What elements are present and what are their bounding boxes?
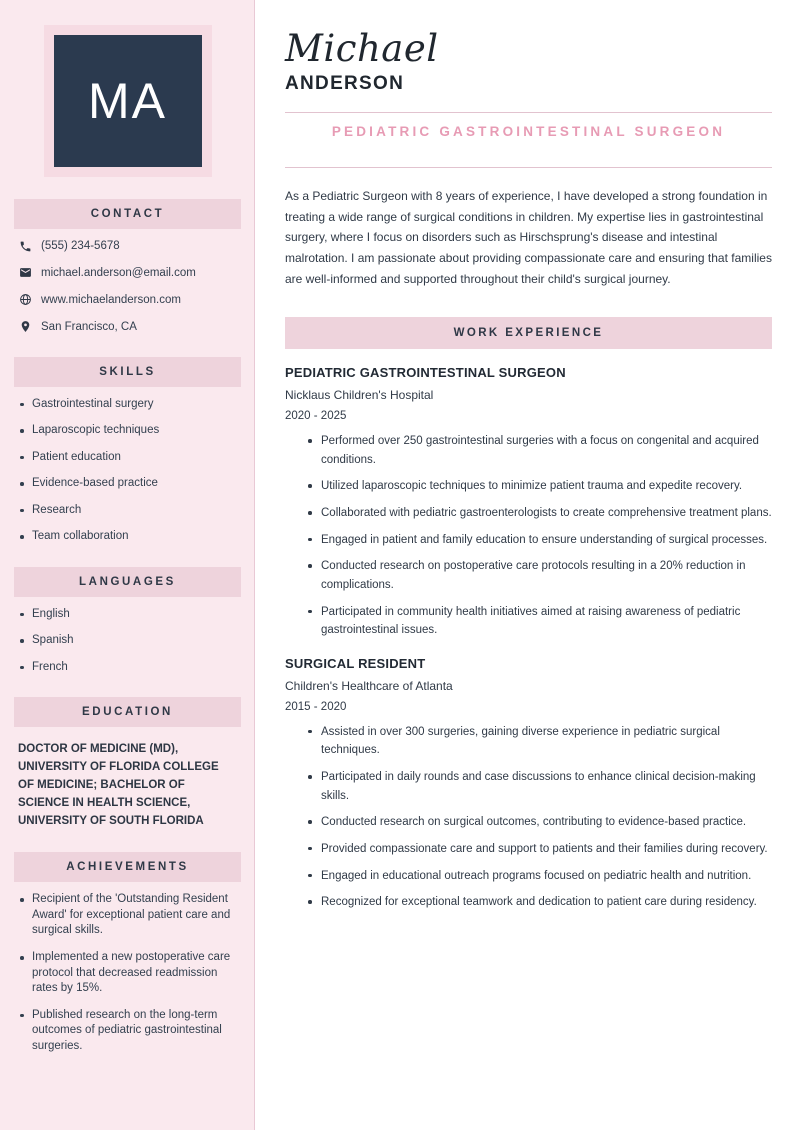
skills-list <box>0 397 255 545</box>
list-item: Patient education <box>32 450 241 466</box>
list-item: Engaged in patient and family education to ensure understanding of surgical processes. <box>321 531 772 550</box>
list-item: French <box>32 660 241 676</box>
globe-icon <box>18 293 32 307</box>
list-item: Participated in community health initiatives aimed at raising awareness of pediatric gastrointestinal issues. <box>321 603 772 640</box>
list-item: Laparoscopic techniques <box>32 423 241 439</box>
job-bullet-list <box>285 432 772 640</box>
skills-section-heading: SKILLS <box>14 357 241 387</box>
list-item: Published research on the long-term outcomes of pediatric gastrointestinal surgeries. <box>32 1008 241 1055</box>
headline-title: PEDIATRIC GASTROINTESTINAL SURGEON <box>331 124 726 139</box>
education-entry: DOCTOR OF MEDICINE (MD), UNIVERSITY OF FLORIDA COLLEGE OF MEDICINE; BACHELOR OF SCIENCE IN HEALTH SCIENCE, UNIVERSITY OF SOUTH FLORIDA <box>18 743 219 827</box>
job-role: SURGICAL RESIDENT <box>285 655 426 671</box>
list-item: Team collaboration <box>32 529 241 545</box>
contact-email-value: michael.anderson@email.com <box>41 266 196 279</box>
job-entry <box>285 656 772 912</box>
contact-website <box>18 293 241 308</box>
languages-section-heading: LANGUAGES <box>14 567 241 597</box>
list-item: Performed over 250 gastrointestinal surgeries with a focus on congenital and acquired conditions. <box>321 432 772 469</box>
job-dates: 2015 - 2020 <box>285 700 347 713</box>
list-item: English <box>32 607 241 623</box>
last-name: ANDERSON <box>285 73 405 94</box>
education-section-heading: EDUCATION <box>14 697 241 727</box>
list-item: Provided compassionate care and support to patients and their families during recovery. <box>321 840 772 859</box>
email-icon <box>18 266 32 280</box>
list-item: Utilized laparoscopic techniques to minimize patient trauma and expedite recovery. <box>321 477 772 496</box>
job-entry <box>285 365 772 640</box>
divider-bottom <box>285 167 772 168</box>
list-item: Assisted in over 300 surgeries, gaining diverse experience in pediatric surgical techniques. <box>321 723 772 760</box>
achievements-section-heading: ACHIEVEMENTS <box>14 852 241 882</box>
list-item: Implemented a new postoperative care protocol that decreased readmission rates by 15%. <box>32 950 241 997</box>
phone-icon <box>18 239 32 253</box>
list-item: Recognized for exceptional teamwork and dedication to patient care during residency. <box>321 893 772 912</box>
list-item: Recipient of the 'Outstanding Resident Award' for exceptional patient care and surgical skills. <box>32 892 241 939</box>
contact-location <box>18 320 241 335</box>
list-item: Research <box>32 503 241 519</box>
contact-list <box>0 239 255 335</box>
list-item: Collaborated with pediatric gastroenterologists to create comprehensive treatment plans. <box>321 504 772 523</box>
list-item: Engaged in educational outreach programs focused on pediatric health and nutrition. <box>321 867 772 886</box>
contact-email <box>18 266 241 281</box>
work-experience-heading: WORK EXPERIENCE <box>285 317 772 349</box>
avatar <box>54 35 202 167</box>
list-item: Conducted research on postoperative care protocols resulting in a 20% reduction in complications. <box>321 557 772 594</box>
list-item: Conducted research on surgical outcomes, contributing to evidence-based practice. <box>321 813 772 832</box>
job-bullet-list <box>285 723 772 912</box>
list-item: Participated in daily rounds and case discussions to enhance clinical decision-making skills. <box>321 768 772 805</box>
list-item: Evidence-based practice <box>32 476 241 492</box>
avatar-initials: MA <box>88 73 167 129</box>
contact-section-heading: CONTACT <box>14 199 241 229</box>
list-item: Spanish <box>32 633 241 649</box>
languages-list <box>0 607 255 676</box>
job-organization: Nicklaus Children's Hospital <box>285 388 434 403</box>
contact-phone-value: (555) 234-5678 <box>41 240 120 252</box>
first-name: Michael <box>285 27 439 70</box>
contact-phone <box>18 239 241 254</box>
location-pin-icon <box>18 320 32 334</box>
sidebar <box>0 0 255 1130</box>
list-item: Gastrointestinal surgery <box>32 397 241 413</box>
job-dates: 2020 - 2025 <box>285 410 347 423</box>
job-role: PEDIATRIC GASTROINTESTINAL SURGEON <box>285 365 566 381</box>
job-organization: Children's Healthcare of Atlanta <box>285 678 453 693</box>
main-content <box>255 0 800 1130</box>
contact-website-value: www.michaelanderson.com <box>41 293 181 306</box>
avatar-frame <box>44 25 212 177</box>
achievements-list <box>0 892 255 1054</box>
professional-summary: As a Pediatric Surgeon with 8 years of experience, I have developed a strong foundation in treating a wide range of surgical conditions in children. My expertise lies in gastrointestinal surgery, where I focus on disorders such as Hirschsprung's disease and intestinal malrotation. I am passionate about providing compassionate care and ensuring that families are well-informed and supported throughout their child's surgical journey. <box>285 189 772 286</box>
contact-location-value: San Francisco, CA <box>41 320 137 333</box>
